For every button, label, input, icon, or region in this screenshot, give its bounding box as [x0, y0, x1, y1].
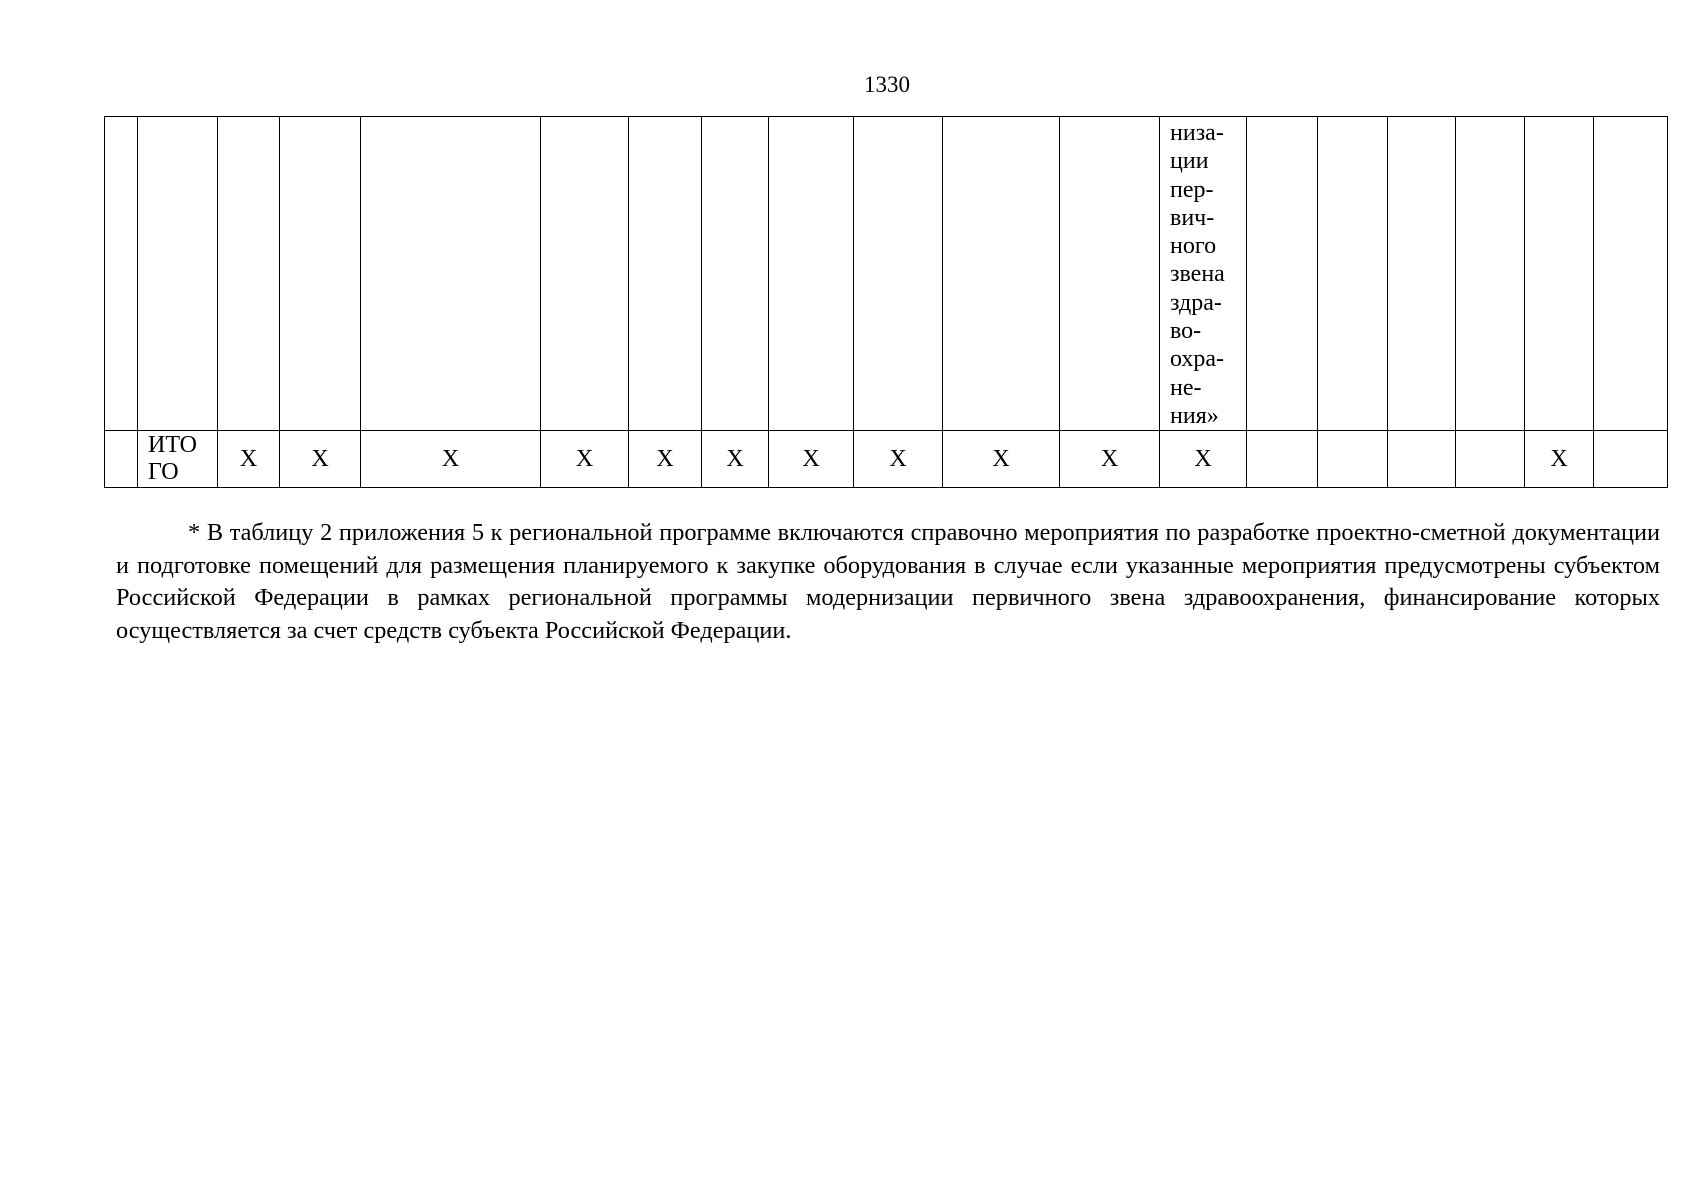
table-cell: Х — [1525, 431, 1594, 488]
continued-text-line: здра- — [1170, 289, 1222, 316]
table-cell — [1060, 117, 1160, 431]
table-cell — [541, 117, 629, 431]
continued-text-line: ния» — [1170, 402, 1219, 429]
table-cell — [1594, 431, 1668, 488]
table-cell — [1318, 431, 1388, 488]
continued-text-line: пер- — [1170, 176, 1214, 203]
table-cell — [1456, 117, 1525, 431]
table-cell: Х — [280, 431, 361, 488]
table-cell: Х — [361, 431, 541, 488]
table-row-continued — [105, 117, 1668, 431]
table-cell — [105, 431, 138, 488]
table-row-total — [105, 431, 1668, 488]
table-cell — [1318, 117, 1388, 431]
total-label — [138, 431, 218, 488]
table-cell: Х — [769, 431, 854, 488]
total-label-line: ИТО — [148, 432, 198, 459]
table-cell — [629, 117, 702, 431]
continued-text-line: низа- — [1170, 120, 1224, 146]
page-number: 1330 — [864, 72, 910, 97]
data-table — [104, 116, 1668, 488]
table-cell — [854, 117, 943, 431]
table-cell — [280, 117, 361, 431]
table-cell: Х — [1060, 431, 1160, 488]
table-cell: Х — [1160, 431, 1247, 488]
table-cell: Х — [218, 431, 280, 488]
continued-text-line: во- — [1170, 318, 1202, 345]
continued-text-line: вич- — [1170, 204, 1215, 231]
table-cell — [1247, 431, 1318, 488]
table-cell — [1525, 117, 1594, 431]
table-cell: Х — [629, 431, 702, 488]
table-cell: Х — [943, 431, 1060, 488]
table-cell: Х — [702, 431, 769, 488]
table-cell — [702, 117, 769, 431]
table-cell — [1388, 117, 1456, 431]
table-cell — [1247, 117, 1318, 431]
table-cell — [1388, 431, 1456, 488]
table-cell — [361, 117, 541, 431]
continued-text-line: охра- — [1170, 346, 1225, 373]
continued-text-cell — [1160, 117, 1247, 431]
continued-text-line: ного — [1170, 233, 1217, 260]
table-cell — [1456, 431, 1525, 488]
continued-text-line: не- — [1170, 374, 1202, 401]
table-cell: Х — [541, 431, 629, 488]
table-cell — [943, 117, 1060, 431]
continued-text-line: звена — [1170, 261, 1225, 288]
table-cell: Х — [854, 431, 943, 488]
table-cell — [138, 117, 218, 431]
table-cell — [1594, 117, 1668, 431]
table-cell — [105, 117, 138, 431]
total-label-line: ГО — [148, 459, 179, 486]
continued-text-line: ции — [1170, 148, 1209, 175]
footnote: * В таблицу 2 приложения 5 к региональной программе включаются справочно мероприятия по разработке проектно-сметной документации и подготовке помещений для размещения планируемого к закупке оборудования в случае если указанные мероприятия предусмотрены субъектом Российской Федерации в рамках региональной программы модернизации первичного звена здравоохранения, финансирование которых осуществляется за счет средств субъекта Российской Федерации. — [116, 519, 1660, 644]
table-cell — [769, 117, 854, 431]
table-cell — [218, 117, 280, 431]
